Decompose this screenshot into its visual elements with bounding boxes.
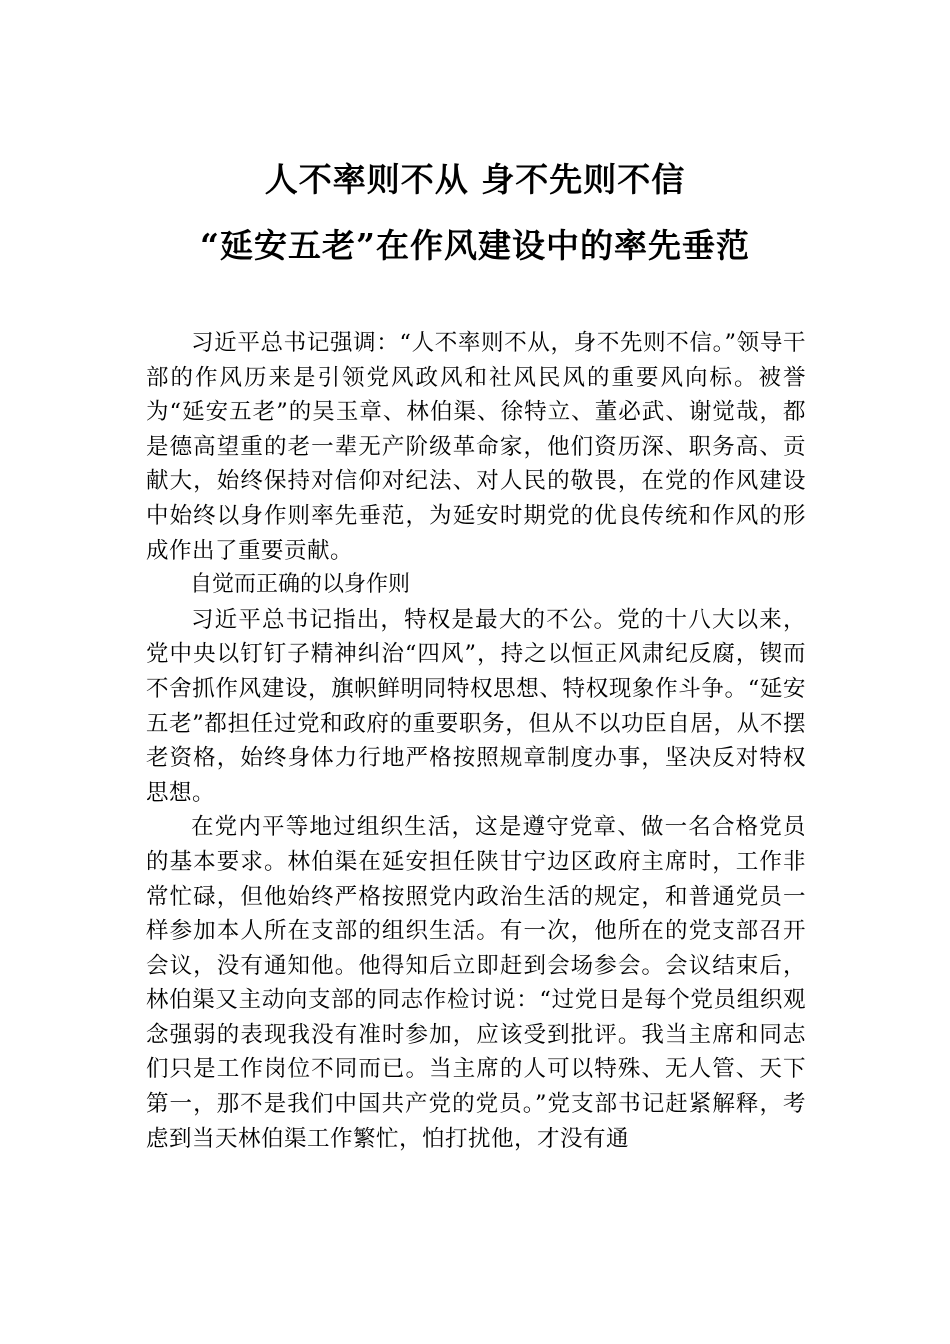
document-title: 人不率则不从 身不先则不信 [264,160,686,199]
intro-paragraph: 习近平总书记强调：“人不率则不从，身不先则不信。”领导干部的作风历来是引领党风政风和社风民风的重要风向标。被誉为“延安五老”的吴玉章、林伯渠、徐特立、董必武、谢觉哉，都是德高望重的老一辈无产阶级革命家，他们资历深、职务高、贡献大，始终保持对信仰对纪法、对人民的敬畏，在党的作风建设中始终以身作则率先垂范，为延安时期党的优良传统和作风的形成作出了重要贡献。 [146,330,806,564]
section-paragraph-1: 习近平总书记指出，特权是最大的不公。党的十八大以来，党中央以钉钉子精神纠治“四风”，持之以恒正风肃纪反腐，锲而不舍抓作风建设，旗帜鲜明同特权思想、特权现象作斗争。“延安五老”都担任过党和政府的重要职务，但从不以功臣自居，从不摆老资格，始终身体力行地严格按照规章制度办事，坚决反对特权思想。 [146,606,806,806]
section-paragraph-2: 在党内平等地过组织生活，这是遵守党章、做一名合格党员的基本要求。林伯渠在延安担任陕甘宁边区政府主席时，工作非常忙碌，但他始终严格按照党内政治生活的规定，和普通党员一样参加本人所在支部的组织生活。有一次，他所在的党支部召开会议，没有通知他。他得知后立即赶到会场参会。会议结束后，林伯渠又主动向支部的同志作检讨说：“过党日是每个党员组织观念强弱的表现我没有准时参加，应该受到批评。我当主席和同志们只是工作岗位不同而已。当主席的人可以特殊、无人管、天下第一，那不是我们中国共产党的党员。”党支部书记赶紧解释，考虑到当天林伯渠工作繁忙，怕打扰他，才没有通 [146,814,806,1152]
title-block [0,160,950,266]
document-body [146,326,806,1156]
document-subtitle: “延安五老”在作风建设中的率先垂范 [200,226,750,265]
section-heading: 自觉而正确的以身作则 [190,572,411,598]
